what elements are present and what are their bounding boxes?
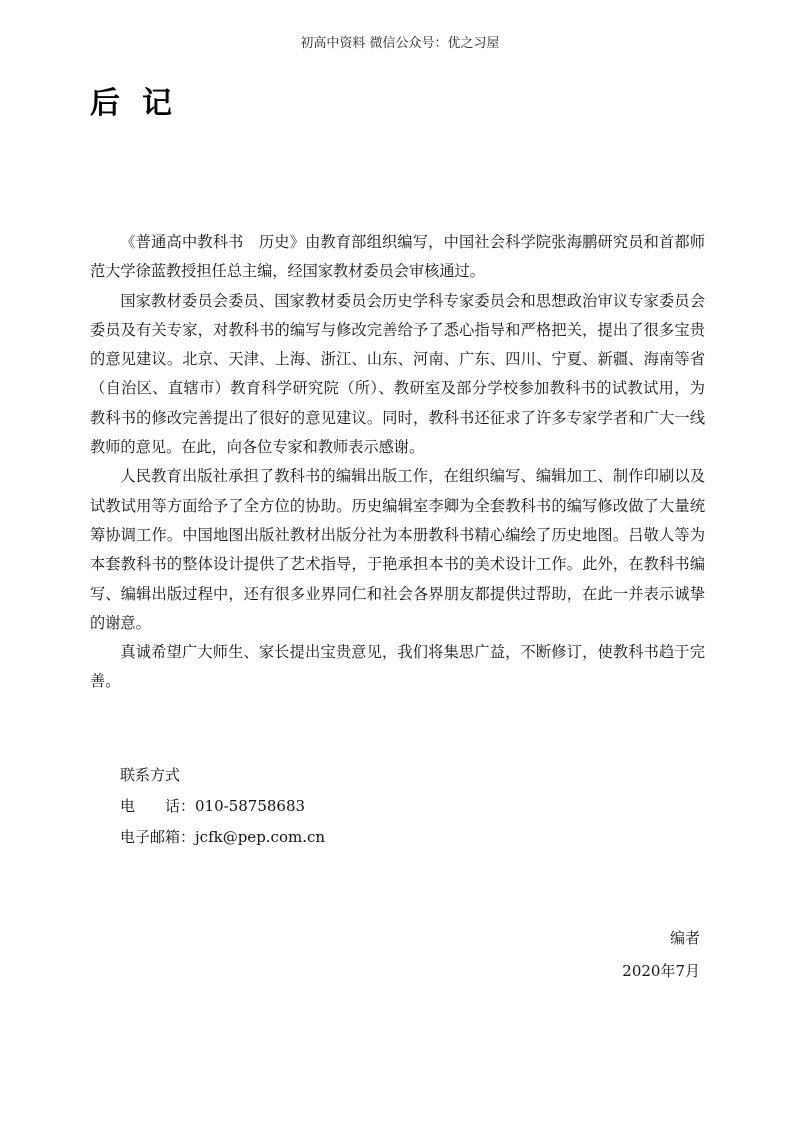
afterword-body (90, 228, 705, 697)
contact-info (120, 760, 325, 853)
page-header-note: 初高中资料 微信公众号：优之习屋 (300, 36, 500, 51)
signoff-date: 2020年7月 (622, 962, 700, 980)
email-value: jcfk@pep.com.cn (195, 828, 326, 846)
page-title: 后记 (90, 86, 194, 121)
paragraph-4: 真诚希望广大师生、家长提出宝贵意见，我们将集思广益，不断修订，使教科书趋于完善。 (90, 643, 705, 691)
signoff (622, 922, 700, 988)
contact-email-row (120, 822, 325, 853)
contact-heading: 联系方式 (120, 766, 181, 784)
email-label: 电子邮箱： (120, 828, 196, 846)
paragraph-1: 《普通高中教科书 历史》由教育部组织编写，中国社会科学院张海鹏研究员和首都师范大学徐蓝教授担任总主编，经国家教材委员会审核通过。 (90, 233, 705, 281)
paragraph-2: 国家教材委员会委员、国家教材委员会历史学科专家委员会和思想政治审议专家委员会委员及有关专家，对教科书的编写与修改完善给予了悉心指导和严格把关，提出了很多宝贵的意见建议。北京、天津、上海、浙江、山东、河南、广东、四川、宁夏、新疆、海南等省（自治区、直辖市）教育科学研究院（所）、教研室及部分学校参加教科书的试教试用，为教科书的修改完善提出了很好的意见建议。同时，教科书还征求了许多专家学者和广大一线教师的意见。在此，向各位专家和教师表示感谢。 (90, 291, 705, 457)
signoff-author: 编者 (669, 929, 700, 947)
contact-phone-row (120, 791, 325, 822)
phone-label: 电 话： (120, 797, 196, 815)
paragraph-3: 人民教育出版社承担了教科书的编辑出版工作，在组织编写、编辑加工、制作印刷以及试教试用等方面给予了全方位的协助。历史编辑室李卿为全套教科书的编写修改做了大量统筹协调工作。中国地图出版社教材出版分社为本册教科书精心编绘了历史地图。吕敬人等为本套教科书的整体设计提供了艺术指导，于艳承担本书的美术设计工作。此外，在教科书编写、编辑出版过程中，还有很多业界同仁和社会各界朋友都提供过帮助，在此一并表示诚挚的谢意。 (90, 467, 705, 632)
phone-value: 010-58758683 (195, 797, 306, 815)
